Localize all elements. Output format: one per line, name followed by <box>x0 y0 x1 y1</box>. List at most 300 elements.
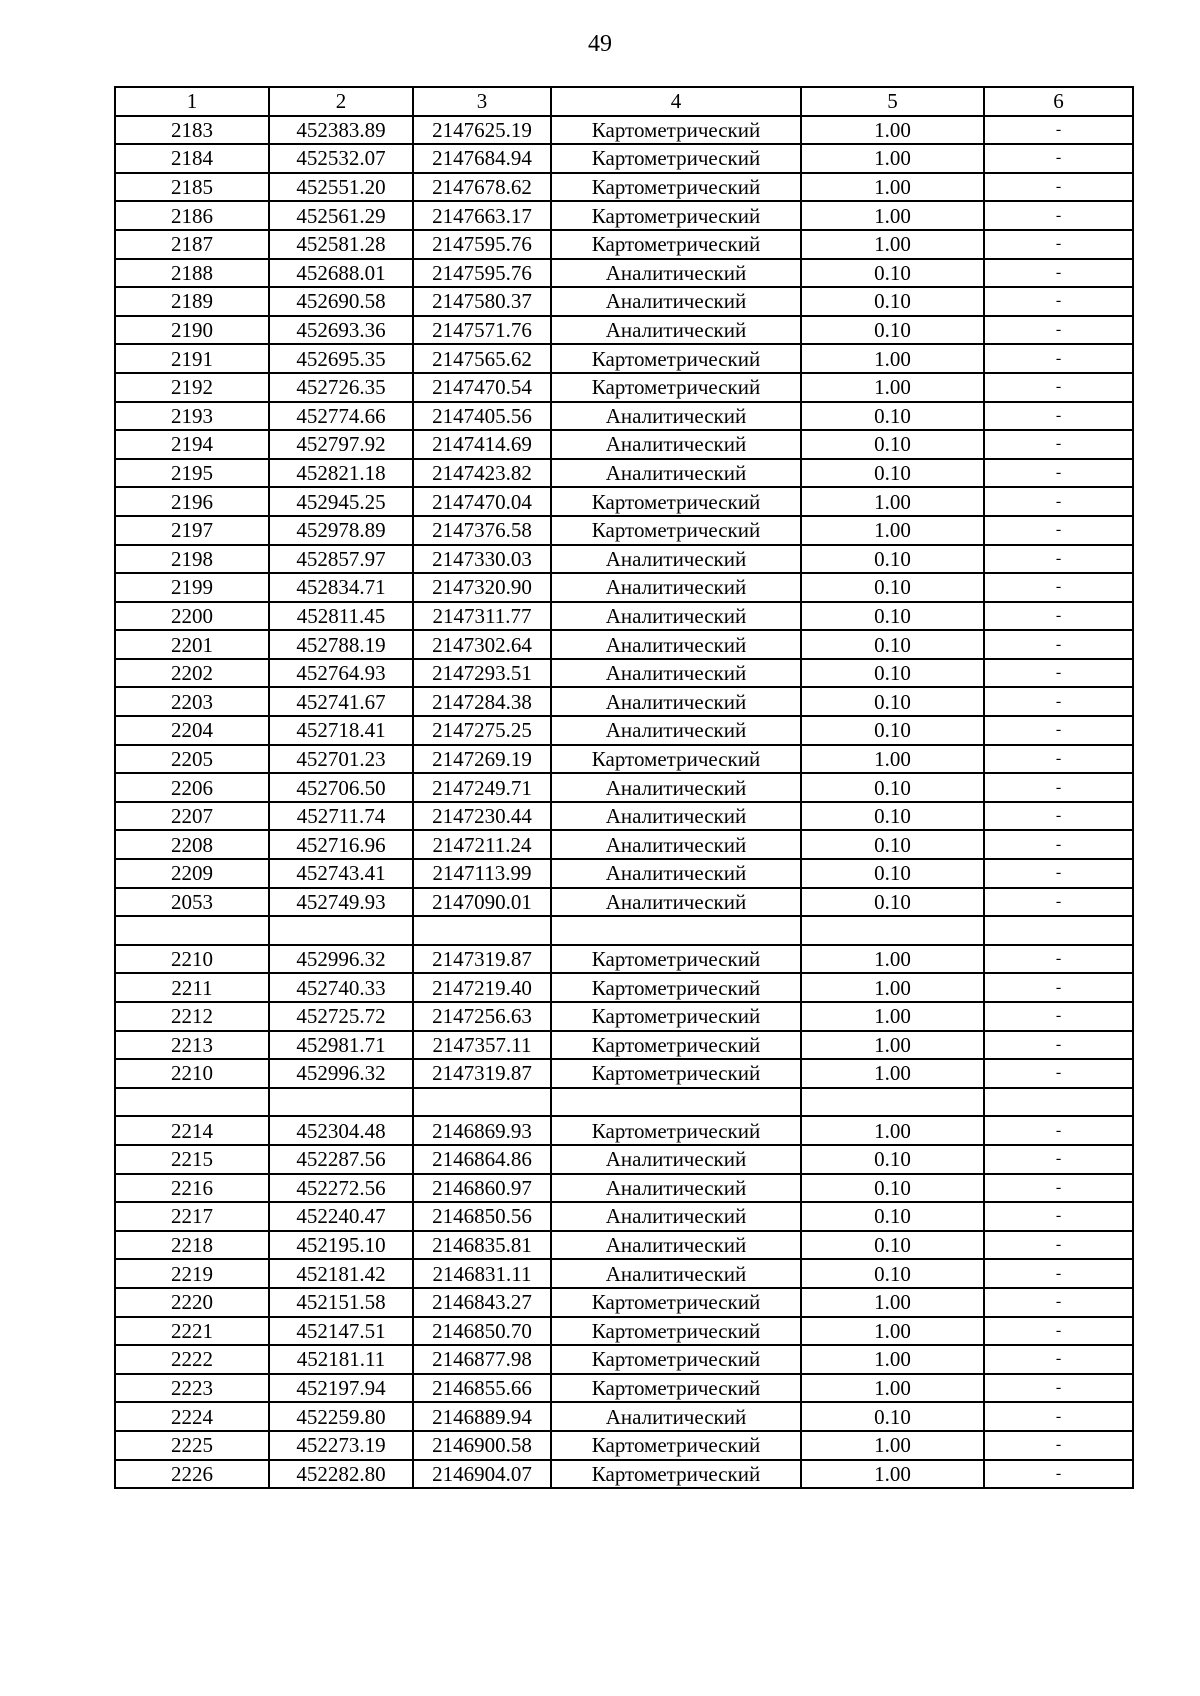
determination-method-cell: Аналитический <box>551 602 801 631</box>
point-number-cell: 2211 <box>115 973 269 1002</box>
description-cell: - <box>984 745 1133 774</box>
table-row <box>115 1059 1133 1088</box>
description-cell: - <box>984 373 1133 402</box>
description-cell: - <box>984 1288 1133 1317</box>
determination-method-cell: Аналитический <box>551 1231 801 1260</box>
table-row <box>115 173 1133 202</box>
point-number-cell: 2190 <box>115 316 269 345</box>
accuracy-value-cell: 1.00 <box>801 945 984 974</box>
coordinates-table <box>114 86 1134 1489</box>
determination-method-cell: Аналитический <box>551 287 801 316</box>
determination-method-cell: Аналитический <box>551 830 801 859</box>
accuracy-value-cell: 1.00 <box>801 745 984 774</box>
coordinate-x-cell: 452741.67 <box>269 687 413 716</box>
description-cell: - <box>984 459 1133 488</box>
coordinate-y-cell: 2147113.99 <box>413 859 551 888</box>
description-cell: - <box>984 144 1133 173</box>
description-cell: - <box>984 516 1133 545</box>
coordinate-x-cell: 452240.47 <box>269 1202 413 1231</box>
point-number-cell: 2191 <box>115 344 269 373</box>
coordinate-y-cell: 2147684.94 <box>413 144 551 173</box>
page-number: 49 <box>588 31 612 57</box>
table-row <box>115 1002 1133 1031</box>
coordinate-x-cell: 452797.92 <box>269 430 413 459</box>
point-number-cell: 2210 <box>115 1059 269 1088</box>
description-cell: - <box>984 1116 1133 1145</box>
description-cell: - <box>984 230 1133 259</box>
point-number-cell: 2199 <box>115 573 269 602</box>
description-cell: - <box>984 1259 1133 1288</box>
table-row <box>115 916 1133 945</box>
determination-method-cell: Картометрический <box>551 173 801 202</box>
point-number-cell: 2213 <box>115 1031 269 1060</box>
determination-method-cell: Аналитический <box>551 773 801 802</box>
coordinate-y-cell: 2146877.98 <box>413 1345 551 1374</box>
coordinate-x-cell: 452857.97 <box>269 545 413 574</box>
point-number-cell: 2206 <box>115 773 269 802</box>
coordinate-x-cell: 452716.96 <box>269 830 413 859</box>
coordinate-y-cell: 2147302.64 <box>413 630 551 659</box>
table-row <box>115 687 1133 716</box>
determination-method-cell: Картометрический <box>551 1002 801 1031</box>
table-row <box>115 1031 1133 1060</box>
point-number-cell: 2218 <box>115 1231 269 1260</box>
determination-method-cell: Аналитический <box>551 1145 801 1174</box>
accuracy-value-cell: 0.10 <box>801 659 984 688</box>
coordinate-x-cell: 452561.29 <box>269 201 413 230</box>
table-header <box>115 87 1133 116</box>
accuracy-value-cell: 0.10 <box>801 1259 984 1288</box>
accuracy-value-cell: 0.10 <box>801 573 984 602</box>
accuracy-value-cell: 0.10 <box>801 1402 984 1431</box>
determination-method-cell: Аналитический <box>551 659 801 688</box>
table-row <box>115 945 1133 974</box>
table-row <box>115 1202 1133 1231</box>
coordinate-x-cell: 452725.72 <box>269 1002 413 1031</box>
point-number-cell: 2217 <box>115 1202 269 1231</box>
point-number-cell: 2186 <box>115 201 269 230</box>
accuracy-value-cell: 0.10 <box>801 630 984 659</box>
coordinate-x-cell: 452181.42 <box>269 1259 413 1288</box>
coordinate-x-cell: 452978.89 <box>269 516 413 545</box>
point-number-cell: 2219 <box>115 1259 269 1288</box>
table-row <box>115 545 1133 574</box>
coordinate-y-cell: 2147319.87 <box>413 1059 551 1088</box>
table-row <box>115 1460 1133 1489</box>
coordinate-y-cell: 2147219.40 <box>413 973 551 1002</box>
point-number-cell: 2222 <box>115 1345 269 1374</box>
description-cell: - <box>984 116 1133 145</box>
coordinate-y-cell: 2147376.58 <box>413 516 551 545</box>
table-row <box>115 1374 1133 1403</box>
coordinate-x-cell <box>269 916 413 945</box>
accuracy-value-cell: 1.00 <box>801 201 984 230</box>
point-number-cell: 2220 <box>115 1288 269 1317</box>
description-cell: - <box>984 402 1133 431</box>
coordinate-x-cell: 452701.23 <box>269 745 413 774</box>
accuracy-value-cell: 0.10 <box>801 1145 984 1174</box>
table-row <box>115 344 1133 373</box>
accuracy-value-cell: 0.10 <box>801 1202 984 1231</box>
coordinate-y-cell: 2147269.19 <box>413 745 551 774</box>
coordinate-x-cell: 452197.94 <box>269 1374 413 1403</box>
determination-method-cell: Картометрический <box>551 745 801 774</box>
coordinate-y-cell: 2147330.03 <box>413 545 551 574</box>
determination-method-cell: Аналитический <box>551 1174 801 1203</box>
description-cell <box>984 916 1133 945</box>
accuracy-value-cell: 0.10 <box>801 316 984 345</box>
table-row <box>115 487 1133 516</box>
accuracy-value-cell: 1.00 <box>801 1116 984 1145</box>
description-cell: - <box>984 630 1133 659</box>
determination-method-cell: Картометрический <box>551 1345 801 1374</box>
table-row <box>115 1431 1133 1460</box>
determination-method-cell: Аналитический <box>551 1259 801 1288</box>
table-row <box>115 1116 1133 1145</box>
accuracy-value-cell: 1.00 <box>801 230 984 259</box>
coordinate-x-cell: 452151.58 <box>269 1288 413 1317</box>
table-row <box>115 1088 1133 1117</box>
coordinate-y-cell: 2147311.77 <box>413 602 551 631</box>
table-row <box>115 316 1133 345</box>
point-number-cell: 2208 <box>115 830 269 859</box>
determination-method-cell: Картометрический <box>551 945 801 974</box>
coordinate-x-cell: 452581.28 <box>269 230 413 259</box>
description-cell: - <box>984 773 1133 802</box>
table-row <box>115 1288 1133 1317</box>
coordinate-x-cell: 452532.07 <box>269 144 413 173</box>
table-row <box>115 1259 1133 1288</box>
table-row <box>115 373 1133 402</box>
accuracy-value-cell: 0.10 <box>801 802 984 831</box>
table-row <box>115 459 1133 488</box>
coordinate-y-cell: 2146835.81 <box>413 1231 551 1260</box>
determination-method-cell: Аналитический <box>551 573 801 602</box>
description-cell: - <box>984 1002 1133 1031</box>
accuracy-value-cell: 1.00 <box>801 1059 984 1088</box>
table-row <box>115 773 1133 802</box>
accuracy-value-cell <box>801 916 984 945</box>
coordinate-x-cell: 452821.18 <box>269 459 413 488</box>
point-number-cell: 2223 <box>115 1374 269 1403</box>
coordinate-y-cell: 2147470.04 <box>413 487 551 516</box>
description-cell: - <box>984 973 1133 1002</box>
point-number-cell <box>115 916 269 945</box>
description-cell: - <box>984 1402 1133 1431</box>
coordinate-y-cell: 2146850.56 <box>413 1202 551 1231</box>
accuracy-value-cell: 1.00 <box>801 1288 984 1317</box>
accuracy-value-cell: 1.00 <box>801 373 984 402</box>
coordinate-x-cell: 452718.41 <box>269 716 413 745</box>
description-cell <box>984 1088 1133 1117</box>
coordinate-y-cell <box>413 1088 551 1117</box>
accuracy-value-cell: 1.00 <box>801 973 984 1002</box>
description-cell: - <box>984 602 1133 631</box>
coordinate-y-cell: 2146889.94 <box>413 1402 551 1431</box>
description-cell: - <box>984 173 1133 202</box>
accuracy-value-cell: 1.00 <box>801 1460 984 1489</box>
point-number-cell: 2212 <box>115 1002 269 1031</box>
table-row <box>115 1174 1133 1203</box>
description-cell: - <box>984 573 1133 602</box>
determination-method-cell: Аналитический <box>551 630 801 659</box>
coordinate-x-cell: 452690.58 <box>269 287 413 316</box>
point-number-cell: 2192 <box>115 373 269 402</box>
determination-method-cell: Картометрический <box>551 1317 801 1346</box>
coordinate-x-cell: 452147.51 <box>269 1317 413 1346</box>
determination-method-cell: Аналитический <box>551 402 801 431</box>
point-number-cell: 2053 <box>115 888 269 917</box>
point-number-cell: 2204 <box>115 716 269 745</box>
coordinate-x-cell: 452287.56 <box>269 1145 413 1174</box>
determination-method-cell: Картометрический <box>551 1374 801 1403</box>
point-number-cell: 2194 <box>115 430 269 459</box>
coordinate-y-cell: 2146843.27 <box>413 1288 551 1317</box>
table-row <box>115 745 1133 774</box>
accuracy-value-cell: 0.10 <box>801 259 984 288</box>
table-row <box>115 973 1133 1002</box>
description-cell: - <box>984 1374 1133 1403</box>
accuracy-value-cell: 1.00 <box>801 487 984 516</box>
coordinate-x-cell: 452282.80 <box>269 1460 413 1489</box>
table-body <box>115 116 1133 1489</box>
determination-method-cell: Аналитический <box>551 802 801 831</box>
coordinate-x-cell: 452693.36 <box>269 316 413 345</box>
coordinate-y-cell: 2147319.87 <box>413 945 551 974</box>
coordinate-x-cell: 452711.74 <box>269 802 413 831</box>
coordinate-y-cell: 2147284.38 <box>413 687 551 716</box>
coordinate-y-cell: 2147565.62 <box>413 344 551 373</box>
coordinate-y-cell: 2147090.01 <box>413 888 551 917</box>
point-number-cell: 2210 <box>115 945 269 974</box>
coordinate-x-cell: 452981.71 <box>269 1031 413 1060</box>
coordinate-y-cell: 2147571.76 <box>413 316 551 345</box>
point-number-cell: 2188 <box>115 259 269 288</box>
coordinate-y-cell: 2147211.24 <box>413 830 551 859</box>
point-number-cell: 2225 <box>115 1431 269 1460</box>
determination-method-cell: Аналитический <box>551 259 801 288</box>
column-header: 3 <box>413 87 551 116</box>
coordinate-y-cell: 2146904.07 <box>413 1460 551 1489</box>
accuracy-value-cell: 0.10 <box>801 830 984 859</box>
coordinate-x-cell: 452749.93 <box>269 888 413 917</box>
table-row <box>115 287 1133 316</box>
point-number-cell: 2214 <box>115 1116 269 1145</box>
coordinate-y-cell: 2147256.63 <box>413 1002 551 1031</box>
coordinate-x-cell: 452726.35 <box>269 373 413 402</box>
coordinate-x-cell: 452996.32 <box>269 1059 413 1088</box>
point-number-cell: 2189 <box>115 287 269 316</box>
determination-method-cell: Картометрический <box>551 230 801 259</box>
description-cell: - <box>984 430 1133 459</box>
accuracy-value-cell: 0.10 <box>801 402 984 431</box>
table-row <box>115 1231 1133 1260</box>
coordinate-y-cell: 2147414.69 <box>413 430 551 459</box>
coordinate-y-cell: 2147320.90 <box>413 573 551 602</box>
determination-method-cell: Картометрический <box>551 201 801 230</box>
coordinate-y-cell: 2147678.62 <box>413 173 551 202</box>
coordinate-x-cell: 452764.93 <box>269 659 413 688</box>
point-number-cell: 2207 <box>115 802 269 831</box>
determination-method-cell: Аналитический <box>551 545 801 574</box>
description-cell: - <box>984 287 1133 316</box>
description-cell: - <box>984 316 1133 345</box>
description-cell: - <box>984 659 1133 688</box>
coordinate-x-cell: 452740.33 <box>269 973 413 1002</box>
column-header: 4 <box>551 87 801 116</box>
coordinate-x-cell: 452304.48 <box>269 1116 413 1145</box>
table-row <box>115 888 1133 917</box>
determination-method-cell: Картометрический <box>551 973 801 1002</box>
point-number-cell: 2198 <box>115 545 269 574</box>
table-row <box>115 1317 1133 1346</box>
coordinate-y-cell: 2147357.11 <box>413 1031 551 1060</box>
point-number-cell: 2197 <box>115 516 269 545</box>
description-cell: - <box>984 545 1133 574</box>
point-number-cell: 2216 <box>115 1174 269 1203</box>
coordinate-y-cell: 2147625.19 <box>413 116 551 145</box>
accuracy-value-cell: 1.00 <box>801 1431 984 1460</box>
table-row <box>115 573 1133 602</box>
determination-method-cell: Картометрический <box>551 1431 801 1460</box>
coordinate-y-cell: 2147595.76 <box>413 230 551 259</box>
point-number-cell: 2195 <box>115 459 269 488</box>
accuracy-value-cell: 0.10 <box>801 1231 984 1260</box>
determination-method-cell: Картометрический <box>551 516 801 545</box>
determination-method-cell <box>551 1088 801 1117</box>
description-cell: - <box>984 1059 1133 1088</box>
accuracy-value-cell <box>801 1088 984 1117</box>
determination-method-cell: Аналитический <box>551 859 801 888</box>
table-row <box>115 1402 1133 1431</box>
accuracy-value-cell: 1.00 <box>801 1002 984 1031</box>
determination-method-cell: Картометрический <box>551 487 801 516</box>
description-cell: - <box>984 830 1133 859</box>
table-row <box>115 630 1133 659</box>
description-cell: - <box>984 259 1133 288</box>
accuracy-value-cell: 0.10 <box>801 888 984 917</box>
description-cell: - <box>984 201 1133 230</box>
description-cell: - <box>984 888 1133 917</box>
point-number-cell: 2203 <box>115 687 269 716</box>
accuracy-value-cell: 0.10 <box>801 716 984 745</box>
table-row <box>115 201 1133 230</box>
coordinate-y-cell: 2147423.82 <box>413 459 551 488</box>
determination-method-cell: Картометрический <box>551 344 801 373</box>
determination-method-cell: Картометрический <box>551 1059 801 1088</box>
coordinate-x-cell: 452834.71 <box>269 573 413 602</box>
description-cell: - <box>984 945 1133 974</box>
accuracy-value-cell: 1.00 <box>801 173 984 202</box>
point-number-cell: 2183 <box>115 116 269 145</box>
table-row <box>115 602 1133 631</box>
determination-method-cell: Картометрический <box>551 373 801 402</box>
description-cell: - <box>984 687 1133 716</box>
point-number-cell: 2196 <box>115 487 269 516</box>
description-cell: - <box>984 487 1133 516</box>
coordinate-y-cell: 2146869.93 <box>413 1116 551 1145</box>
determination-method-cell: Картометрический <box>551 144 801 173</box>
coordinate-y-cell: 2147275.25 <box>413 716 551 745</box>
coordinate-x-cell: 452383.89 <box>269 116 413 145</box>
point-number-cell: 2187 <box>115 230 269 259</box>
table-row <box>115 1345 1133 1374</box>
description-cell: - <box>984 1031 1133 1060</box>
coordinate-y-cell: 2147470.54 <box>413 373 551 402</box>
description-cell: - <box>984 1460 1133 1489</box>
coordinate-y-cell: 2147230.44 <box>413 802 551 831</box>
coordinate-x-cell <box>269 1088 413 1117</box>
coordinate-y-cell: 2146864.86 <box>413 1145 551 1174</box>
accuracy-value-cell: 1.00 <box>801 516 984 545</box>
coordinate-x-cell: 452996.32 <box>269 945 413 974</box>
column-header: 5 <box>801 87 984 116</box>
coordinate-y-cell: 2147663.17 <box>413 201 551 230</box>
coordinate-x-cell: 452743.41 <box>269 859 413 888</box>
description-cell: - <box>984 1231 1133 1260</box>
coordinate-y-cell: 2147293.51 <box>413 659 551 688</box>
accuracy-value-cell: 0.10 <box>801 687 984 716</box>
description-cell: - <box>984 1145 1133 1174</box>
table-row <box>115 1145 1133 1174</box>
accuracy-value-cell: 1.00 <box>801 1317 984 1346</box>
table-row <box>115 430 1133 459</box>
accuracy-value-cell: 1.00 <box>801 116 984 145</box>
accuracy-value-cell: 0.10 <box>801 545 984 574</box>
coordinate-x-cell: 452788.19 <box>269 630 413 659</box>
description-cell: - <box>984 1174 1133 1203</box>
accuracy-value-cell: 0.10 <box>801 773 984 802</box>
accuracy-value-cell: 1.00 <box>801 1031 984 1060</box>
determination-method-cell <box>551 916 801 945</box>
point-number-cell: 2224 <box>115 1402 269 1431</box>
determination-method-cell: Картометрический <box>551 116 801 145</box>
point-number-cell: 2209 <box>115 859 269 888</box>
determination-method-cell: Аналитический <box>551 459 801 488</box>
description-cell: - <box>984 1317 1133 1346</box>
determination-method-cell: Картометрический <box>551 1116 801 1145</box>
point-number-cell: 2215 <box>115 1145 269 1174</box>
table-row <box>115 259 1133 288</box>
coordinate-x-cell: 452945.25 <box>269 487 413 516</box>
coordinate-x-cell: 452695.35 <box>269 344 413 373</box>
coordinate-y-cell: 2146831.11 <box>413 1259 551 1288</box>
coordinate-x-cell: 452688.01 <box>269 259 413 288</box>
determination-method-cell: Аналитический <box>551 1202 801 1231</box>
accuracy-value-cell: 0.10 <box>801 602 984 631</box>
coordinate-x-cell: 452181.11 <box>269 1345 413 1374</box>
description-cell: - <box>984 802 1133 831</box>
determination-method-cell: Картометрический <box>551 1460 801 1489</box>
table-row <box>115 802 1133 831</box>
coordinate-y-cell: 2146860.97 <box>413 1174 551 1203</box>
coordinate-y-cell: 2147249.71 <box>413 773 551 802</box>
accuracy-value-cell: 1.00 <box>801 344 984 373</box>
coordinate-y-cell: 2146850.70 <box>413 1317 551 1346</box>
description-cell: - <box>984 716 1133 745</box>
determination-method-cell: Аналитический <box>551 1402 801 1431</box>
point-number-cell <box>115 1088 269 1117</box>
coordinate-x-cell: 452259.80 <box>269 1402 413 1431</box>
description-cell: - <box>984 1345 1133 1374</box>
coordinate-x-cell: 452811.45 <box>269 602 413 631</box>
point-number-cell: 2184 <box>115 144 269 173</box>
determination-method-cell: Картометрический <box>551 1031 801 1060</box>
coordinate-x-cell: 452195.10 <box>269 1231 413 1260</box>
table-row <box>115 230 1133 259</box>
coordinate-y-cell: 2147405.56 <box>413 402 551 431</box>
determination-method-cell: Аналитический <box>551 888 801 917</box>
